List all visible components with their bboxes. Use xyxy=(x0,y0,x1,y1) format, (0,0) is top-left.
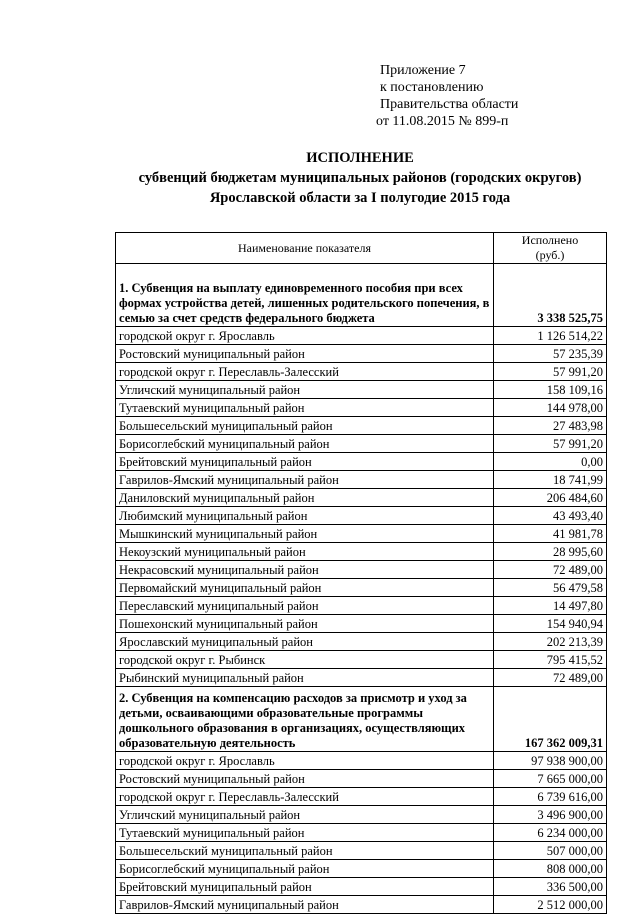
row-name: Ростовский муниципальный район xyxy=(116,345,494,363)
appendix-issuer: Правительства области xyxy=(380,97,519,112)
table-row xyxy=(116,770,607,788)
row-name: городской округ г. Ярославль xyxy=(116,327,494,345)
row-value: 27 483,98 xyxy=(494,417,607,435)
row-name: Даниловский муниципальный район xyxy=(116,489,494,507)
table-row xyxy=(116,615,607,633)
table-row xyxy=(116,507,607,525)
table-row xyxy=(116,651,607,669)
table-row xyxy=(116,669,607,687)
execution-table xyxy=(115,232,607,914)
row-name: Борисоглебский муниципальный район xyxy=(116,860,494,878)
row-value: 2 512 000,00 xyxy=(494,896,607,914)
row-value: 6 234 000,00 xyxy=(494,824,607,842)
row-name: Гаврилов-Ямский муниципальный район xyxy=(116,471,494,489)
document-title xyxy=(60,148,640,208)
row-name: Мышкинский муниципальный район xyxy=(116,525,494,543)
table-row xyxy=(116,878,607,896)
row-name: городской округ г. Переславль-Залесский xyxy=(116,363,494,381)
row-value: 6 739 616,00 xyxy=(494,788,607,806)
row-value: 57 991,20 xyxy=(494,435,607,453)
table-row xyxy=(116,633,607,651)
header-value-cell xyxy=(494,233,607,264)
table-row xyxy=(116,525,607,543)
row-value: 808 000,00 xyxy=(494,860,607,878)
table-row xyxy=(116,489,607,507)
row-name: городской округ г. Ярославль xyxy=(116,752,494,770)
row-name: Первомайский муниципальный район xyxy=(116,579,494,597)
table-row xyxy=(116,824,607,842)
row-name: Гаврилов-Ямский муниципальный район xyxy=(116,896,494,914)
table-row xyxy=(116,752,607,770)
table-row xyxy=(116,453,607,471)
appendix-reference xyxy=(376,62,519,130)
section1-total: 3 338 525,75 xyxy=(494,264,607,327)
row-name: городской округ г. Рыбинск xyxy=(116,651,494,669)
row-value: 336 500,00 xyxy=(494,878,607,896)
table-row xyxy=(116,597,607,615)
row-name: Ярославский муниципальный район xyxy=(116,633,494,651)
row-value: 7 665 000,00 xyxy=(494,770,607,788)
appendix-to-resolution: к постановлению xyxy=(380,80,484,95)
row-name: Переславский муниципальный район xyxy=(116,597,494,615)
header-value-unit: (руб.) xyxy=(535,248,565,262)
row-name: Угличский муниципальный район xyxy=(116,381,494,399)
title-heading: ИСПОЛНЕНИЕ xyxy=(306,150,414,166)
table-row xyxy=(116,579,607,597)
row-name: Некрасовский муниципальный район xyxy=(116,561,494,579)
row-value: 0,00 xyxy=(494,453,607,471)
title-period: Ярославской области за I полугодие 2015 года xyxy=(209,190,511,206)
title-subject: субвенций бюджетам муниципальных районов (городских округов) xyxy=(138,170,582,186)
row-value: 1 126 514,22 xyxy=(494,327,607,345)
table-row xyxy=(116,363,607,381)
row-value: 14 497,80 xyxy=(494,597,607,615)
row-name: Брейтовский муниципальный район xyxy=(116,453,494,471)
row-value: 28 995,60 xyxy=(494,543,607,561)
row-value: 3 496 900,00 xyxy=(494,806,607,824)
section2-total: 167 362 009,31 xyxy=(494,687,607,752)
table-row xyxy=(116,842,607,860)
row-value: 202 213,39 xyxy=(494,633,607,651)
table-row xyxy=(116,327,607,345)
row-name: Ростовский муниципальный район xyxy=(116,770,494,788)
table-row xyxy=(116,806,607,824)
row-name: Рыбинский муниципальный район xyxy=(116,669,494,687)
row-name: Пошехонский муниципальный район xyxy=(116,615,494,633)
row-value: 206 484,60 xyxy=(494,489,607,507)
row-name: Большесельский муниципальный район xyxy=(116,417,494,435)
row-value: 158 109,16 xyxy=(494,381,607,399)
row-value: 795 415,52 xyxy=(494,651,607,669)
row-value: 57 235,39 xyxy=(494,345,607,363)
row-value: 154 940,94 xyxy=(494,615,607,633)
row-value: 507 000,00 xyxy=(494,842,607,860)
table-row xyxy=(116,399,607,417)
table-row xyxy=(116,417,607,435)
table-row xyxy=(116,345,607,363)
row-value: 41 981,78 xyxy=(494,525,607,543)
row-name: городской округ г. Переславль-Залесский xyxy=(116,788,494,806)
row-name: Тутаевский муниципальный район xyxy=(116,824,494,842)
section2-title: 2. Субвенция на компенсацию расходов за присмотр и уход за детьми, осваивающими образовательные программы дошкольного образования в организациях, осуществляющих образовательную деятельность xyxy=(116,687,494,752)
header-name-cell: Наименование показателя xyxy=(116,233,494,264)
row-name: Некоузский муниципальный район xyxy=(116,543,494,561)
row-value: 56 479,58 xyxy=(494,579,607,597)
table-row xyxy=(116,435,607,453)
row-name: Брейтовский муниципальный район xyxy=(116,878,494,896)
table-row xyxy=(116,471,607,489)
row-value: 18 741,99 xyxy=(494,471,607,489)
table-row xyxy=(116,543,607,561)
section1-title: 1. Субвенция на выплату единовременного пособия при всех формах устройства детей, лишенных родительского попечения, в семью за счет средств федерального бюджета xyxy=(116,264,494,327)
table-row xyxy=(116,788,607,806)
row-name: Любимский муниципальный район xyxy=(116,507,494,525)
row-name: Тутаевский муниципальный район xyxy=(116,399,494,417)
row-name: Угличский муниципальный район xyxy=(116,806,494,824)
section1-row xyxy=(116,264,607,327)
row-value: 57 991,20 xyxy=(494,363,607,381)
header-value-label: Исполнено xyxy=(521,233,579,247)
row-value: 43 493,40 xyxy=(494,507,607,525)
row-value: 144 978,00 xyxy=(494,399,607,417)
appendix-number: Приложение 7 xyxy=(380,63,466,78)
table-row xyxy=(116,561,607,579)
row-name: Большесельский муниципальный район xyxy=(116,842,494,860)
appendix-date-number: от 11.08.2015 № 899-п xyxy=(376,114,509,129)
row-value: 97 938 900,00 xyxy=(494,752,607,770)
row-value: 72 489,00 xyxy=(494,669,607,687)
section2-row xyxy=(116,687,607,752)
row-value: 72 489,00 xyxy=(494,561,607,579)
row-name: Борисоглебский муниципальный район xyxy=(116,435,494,453)
table-row xyxy=(116,381,607,399)
table-header-row xyxy=(116,233,607,264)
table-row xyxy=(116,860,607,878)
